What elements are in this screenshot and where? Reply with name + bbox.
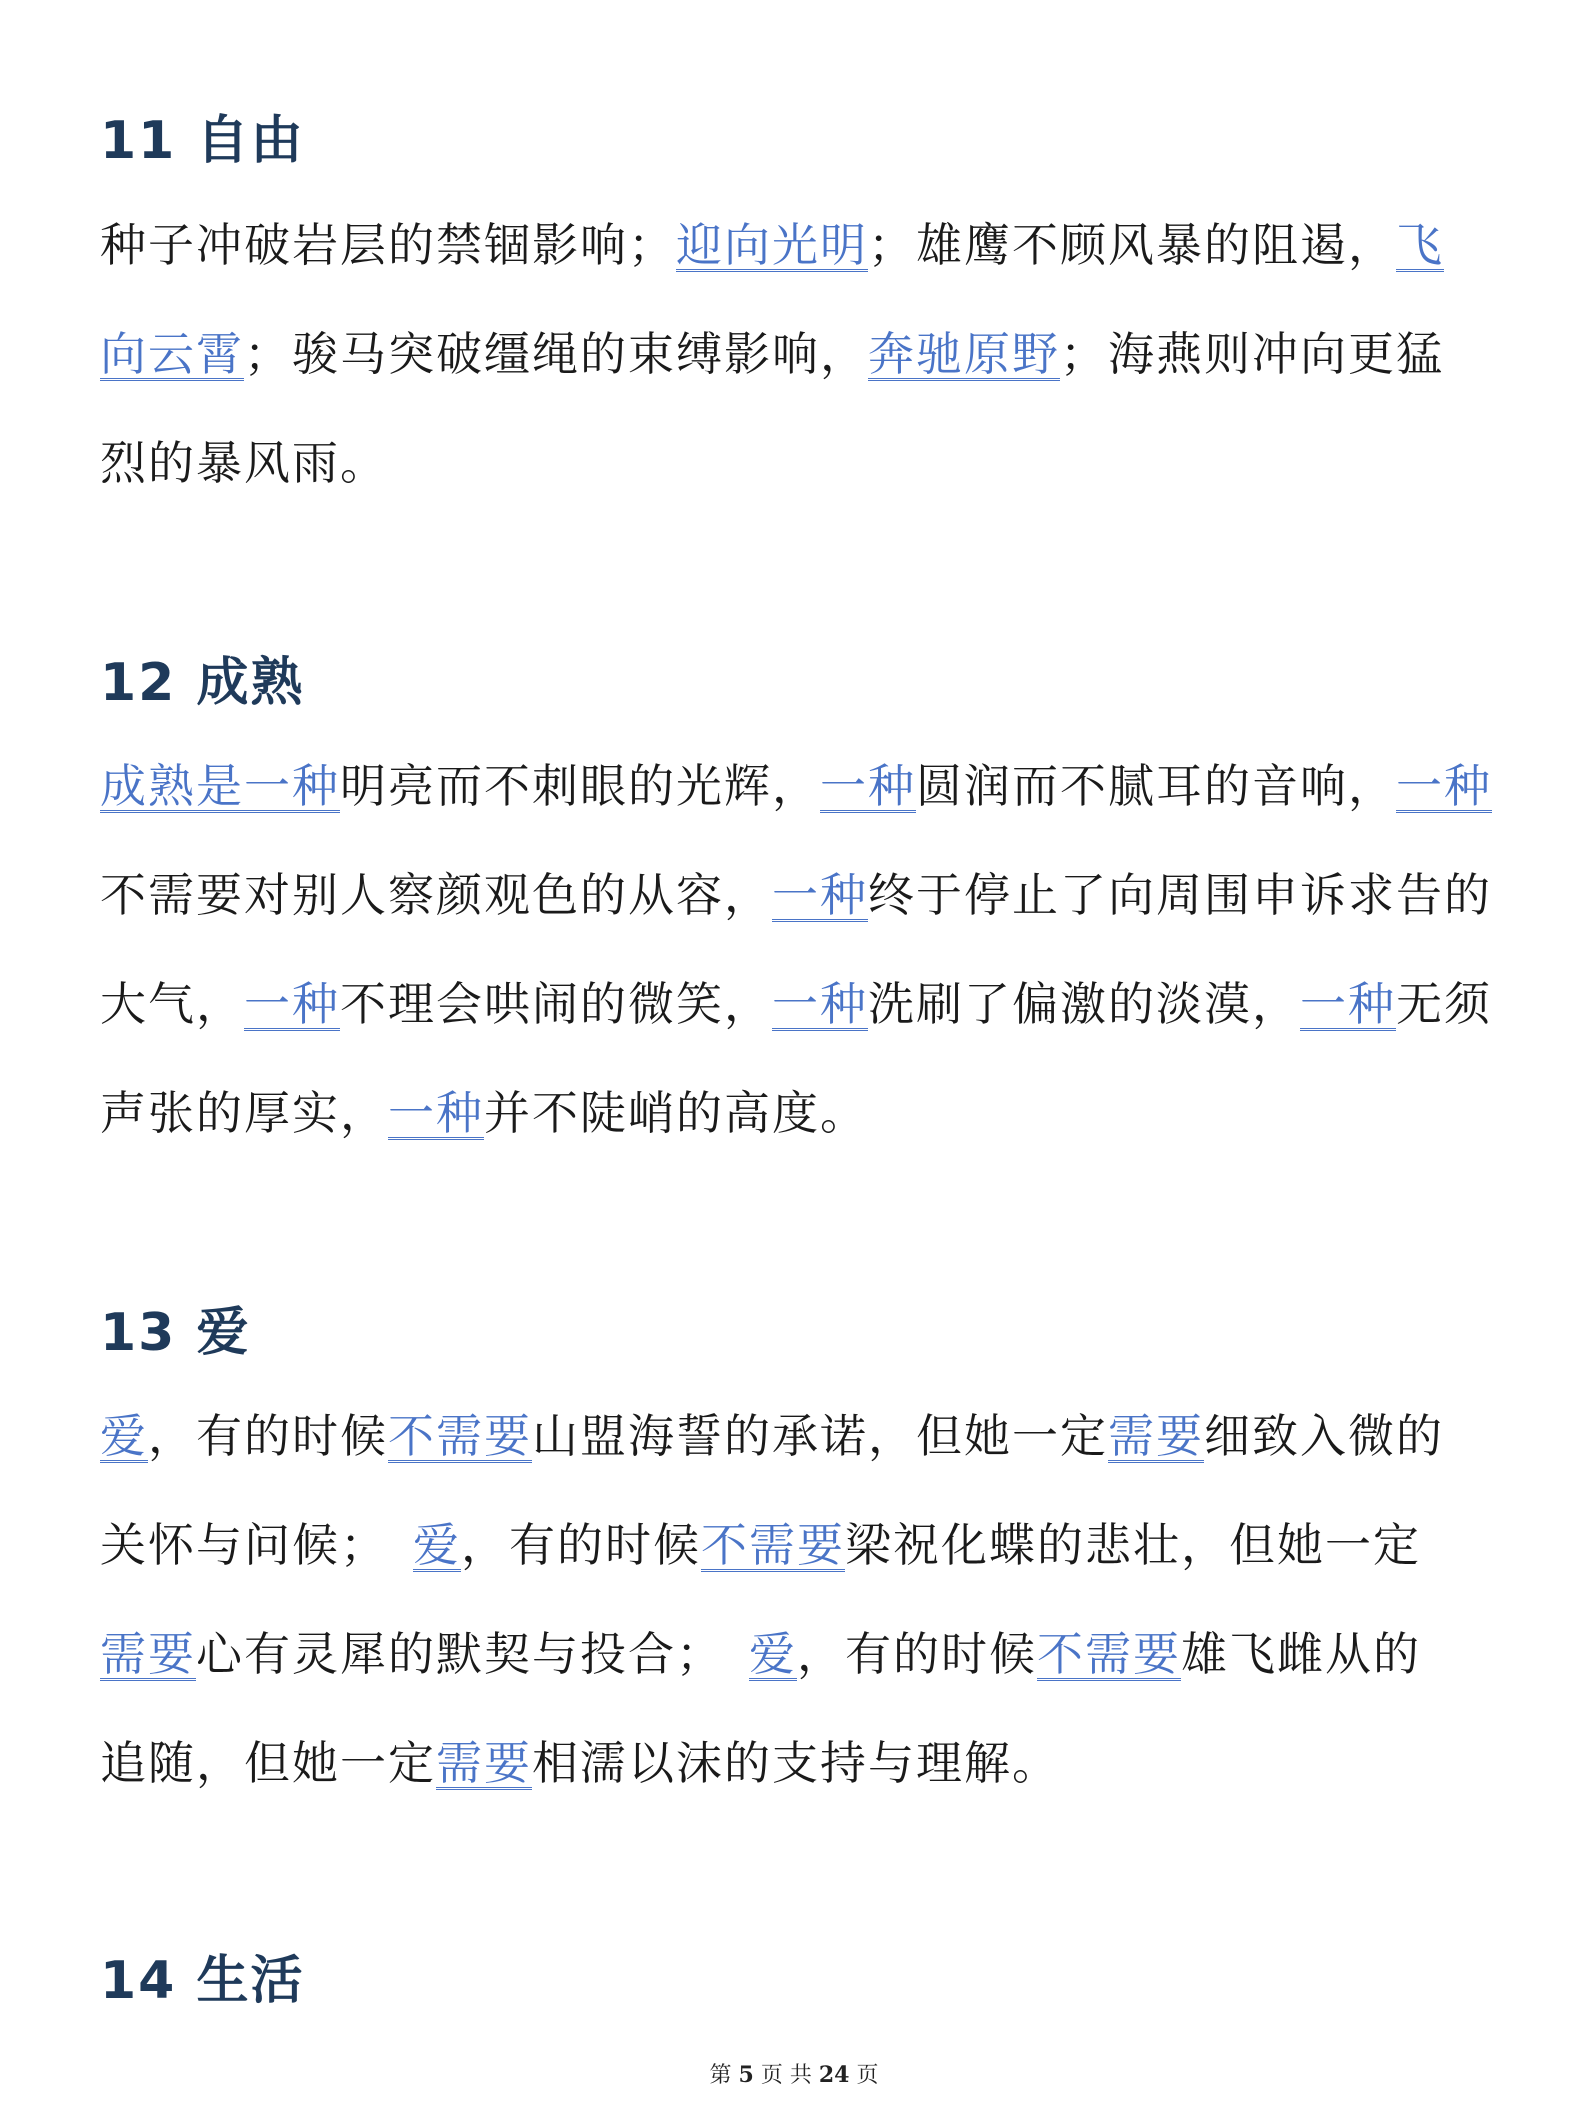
section-heading-14: 14 生活 — [100, 1951, 305, 2011]
paragraph-line — [100, 1382, 1520, 1491]
highlight-link[interactable]: 需要 — [1108, 1409, 1204, 1463]
paragraph-text: 不理会哄闹的微笑， — [340, 977, 772, 1031]
paragraph-line — [100, 732, 1520, 841]
section-heading-12: 12 成熟 — [100, 653, 305, 713]
paragraph-text: ；骏马突破缰绳的束缚影响， — [244, 327, 868, 381]
paragraph-line — [100, 1600, 1520, 1709]
paragraph-line — [100, 841, 1520, 950]
highlight-link[interactable]: 不需要 — [388, 1409, 532, 1463]
paragraph-text: 细致入微的 — [1204, 1409, 1444, 1463]
page-footer — [0, 2058, 1588, 2089]
footer-total-pages: 24 — [818, 2062, 850, 2088]
footer-suffix: 页 — [856, 2063, 879, 2088]
paragraph-line — [100, 1059, 1520, 1168]
paragraph-text: ；雄鹰不顾风暴的阻遏， — [868, 218, 1396, 272]
paragraph-text: 梁祝化蝶的悲壮，但她一定 — [845, 1518, 1421, 1572]
highlight-link[interactable]: 迎向光明 — [676, 218, 868, 272]
paragraph-text: ；海燕则冲向更猛 — [1060, 327, 1444, 381]
highlight-link[interactable]: 需要 — [100, 1627, 196, 1681]
highlight-link[interactable]: 一种 — [772, 977, 868, 1031]
highlight-link[interactable]: 一种 — [820, 759, 916, 813]
paragraph-text: 圆润而不腻耳的音响， — [916, 759, 1396, 813]
highlight-link[interactable]: 成熟是一种 — [100, 759, 340, 813]
paragraph-text: 声张的厚实， — [100, 1086, 388, 1140]
highlight-link[interactable]: 一种 — [1396, 759, 1492, 813]
highlight-link[interactable]: 一种 — [1300, 977, 1396, 1031]
paragraph-text: 无须 — [1396, 977, 1492, 1031]
paragraph-line — [100, 1709, 1520, 1818]
paragraph-text: 心有灵犀的默契与投合； — [196, 1627, 749, 1681]
footer-prefix: 第 — [709, 2063, 732, 2088]
paragraph-line — [100, 300, 1520, 409]
paragraph-line — [100, 191, 1520, 300]
paragraph-text: ，有的时候 — [461, 1518, 701, 1572]
highlight-link[interactable]: 爱 — [100, 1409, 148, 1463]
paragraph-text: 相濡以沫的支持与理解。 — [532, 1736, 1060, 1790]
paragraph-text: 明亮而不刺眼的光辉， — [340, 759, 820, 813]
highlight-link[interactable]: 奔驰原野 — [868, 327, 1060, 381]
paragraph-text: 关怀与问候； — [100, 1518, 413, 1572]
highlight-link[interactable]: 不需要 — [701, 1518, 845, 1572]
paragraph-text: 不需要对别人察颜观色的从容， — [100, 868, 772, 922]
paragraph-text: 追随，但她一定 — [100, 1736, 436, 1790]
paragraph-text: 种子冲破岩层的禁锢影响； — [100, 218, 676, 272]
highlight-link[interactable]: 需要 — [436, 1736, 532, 1790]
highlight-link[interactable]: 爱 — [749, 1627, 797, 1681]
highlight-link[interactable]: 一种 — [772, 868, 868, 922]
highlight-link[interactable]: 爱 — [413, 1518, 461, 1572]
highlight-link[interactable]: 一种 — [244, 977, 340, 1031]
paragraph-text: 并不陡峭的高度。 — [484, 1086, 868, 1140]
paragraph-text: 烈的暴风雨。 — [100, 436, 388, 490]
section-heading-11: 11 自由 — [100, 111, 305, 171]
paragraph-text: 终于停止了向周围申诉求告的 — [868, 868, 1492, 922]
paragraph-text: 雄飞雌从的 — [1181, 1627, 1421, 1681]
paragraph-text: ，有的时候 — [148, 1409, 388, 1463]
paragraph-text: ，有的时候 — [797, 1627, 1037, 1681]
highlight-link[interactable]: 向云霄 — [100, 327, 244, 381]
section-paragraph-11 — [100, 191, 1520, 518]
paragraph-text: 山盟海誓的承诺，但她一定 — [532, 1409, 1108, 1463]
footer-middle: 页 共 — [760, 2063, 812, 2088]
paragraph-text: 洗刷了偏激的淡漠， — [868, 977, 1300, 1031]
section-paragraph-12 — [100, 732, 1520, 1168]
paragraph-line — [100, 409, 1520, 518]
footer-page-number: 5 — [738, 2062, 754, 2088]
section-paragraph-13 — [100, 1382, 1520, 1818]
highlight-link[interactable]: 一种 — [388, 1086, 484, 1140]
highlight-link[interactable]: 不需要 — [1037, 1627, 1181, 1681]
paragraph-line — [100, 950, 1520, 1059]
paragraph-text: 大气， — [100, 977, 244, 1031]
section-heading-13: 13 爱 — [100, 1303, 251, 1363]
highlight-link[interactable]: 飞 — [1396, 218, 1444, 272]
paragraph-line — [100, 1491, 1520, 1600]
